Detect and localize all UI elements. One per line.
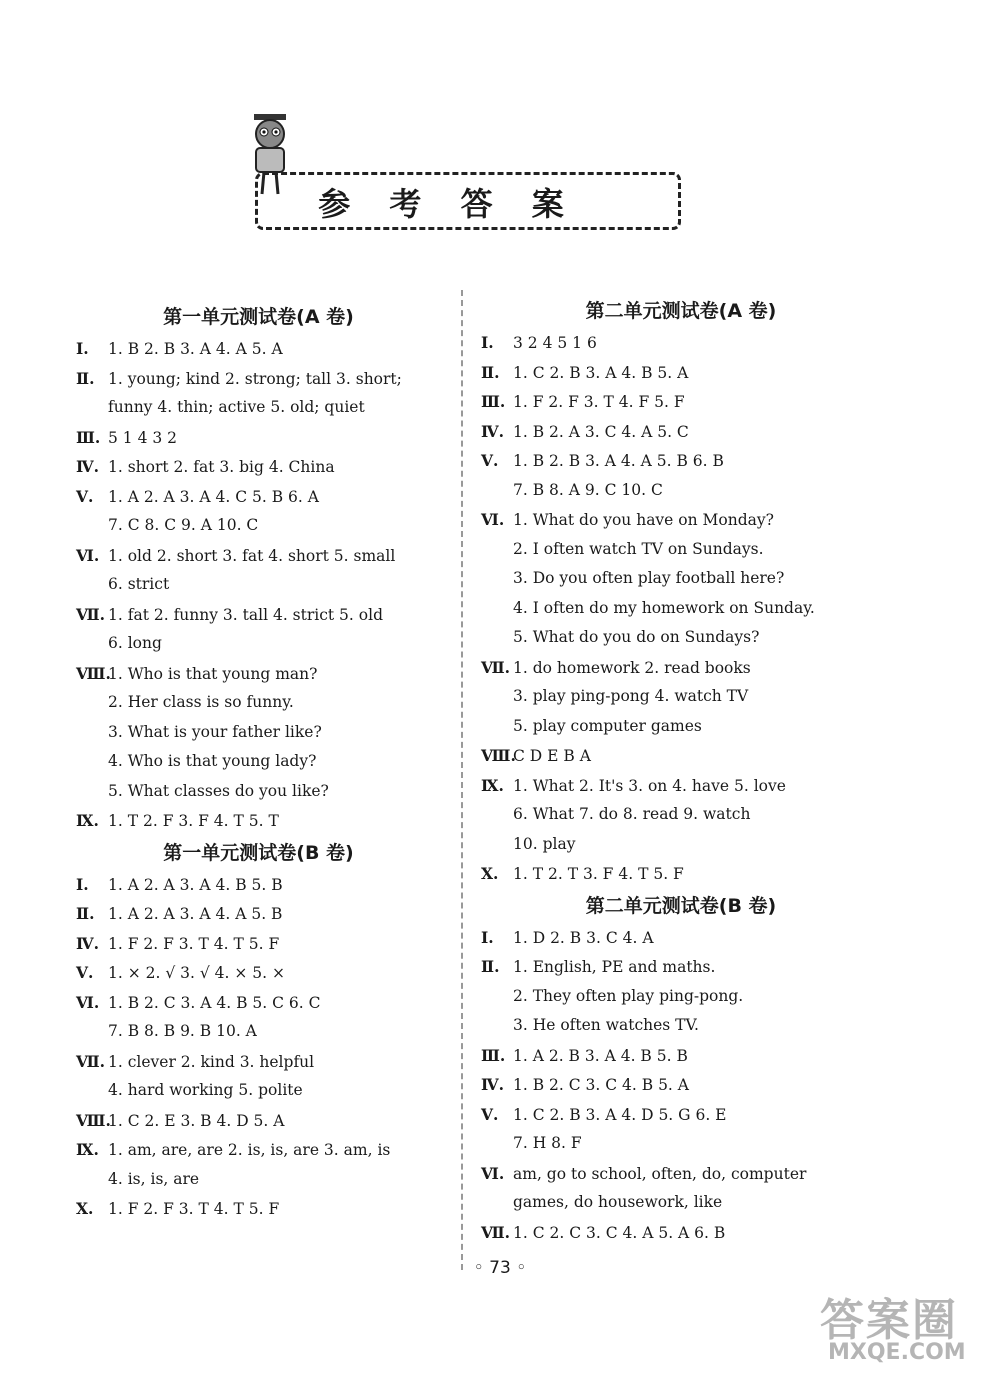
page-number-value: 73 — [489, 1258, 511, 1278]
answer-line-continuation — [481, 1188, 881, 1218]
question-number: Ⅴ. — [76, 963, 94, 982]
answer-line — [481, 771, 881, 801]
answer-line-continuation — [481, 623, 881, 653]
answer-text: 6. long — [108, 634, 162, 652]
answer-line-continuation — [481, 594, 881, 624]
watermark-logo: 答案圈 — [820, 1295, 958, 1346]
answer-text: 1. B 2. A 3. C 4. A 5. C — [513, 422, 689, 441]
page-number-left-ornament: ◦ — [473, 1258, 490, 1278]
answer-line-continuation — [76, 1076, 461, 1106]
answer-text: am, go to school, often, do, computer — [513, 1164, 807, 1183]
answer-line — [76, 899, 461, 929]
answer-text: 1. clever 2. kind 3. helpful — [108, 1052, 315, 1071]
page-title: 参 考 答 案 — [318, 185, 578, 223]
answer-text: 6. strict — [108, 575, 170, 593]
answer-line — [481, 505, 881, 535]
answer-text: 6. What 7. do 8. read 9. watch — [513, 805, 751, 823]
answer-text: 1. C 2. B 3. A 4. B 5. A — [513, 363, 689, 382]
answer-text: 1. T 2. T 3. F 4. T 5. F — [513, 865, 684, 883]
answer-text: 7. H 8. F — [513, 1134, 582, 1152]
answer-text: 1. young; kind 2. strong; tall 3. short; — [108, 369, 402, 388]
answer-line-continuation — [481, 830, 881, 860]
answer-text: 2. They often play ping-pong. — [513, 986, 744, 1005]
answer-text: funny 4. thin; active 5. old; quiet — [108, 398, 365, 416]
question-number: Ⅲ. — [481, 1045, 506, 1065]
question-number: Ⅹ. — [76, 1199, 94, 1218]
answer-text: 4. I often do my homework on Sunday. — [513, 598, 815, 617]
answer-line-continuation — [481, 800, 881, 830]
answer-line-continuation — [481, 535, 881, 565]
question-number: Ⅸ. — [76, 811, 99, 830]
answer-line — [481, 1218, 881, 1248]
answer-text: 1. old 2. short 3. fat 4. short 5. small — [108, 546, 396, 565]
answer-text: 1. short 2. fat 3. big 4. China — [108, 458, 335, 476]
question-number: Ⅳ. — [481, 1075, 504, 1094]
answer-line-continuation — [76, 747, 461, 777]
answer-text: 3. play ping-pong 4. watch TV — [513, 687, 749, 705]
answer-line — [481, 1070, 881, 1100]
answer-line — [76, 958, 461, 988]
section-title: 第二单元测试卷(B 卷) — [585, 894, 777, 917]
answer-text: 1. A 2. B 3. A 4. B 5. B — [513, 1046, 688, 1065]
page-number — [0, 1258, 1000, 1278]
answer-text: 4. is, is, are — [108, 1169, 200, 1188]
question-number: Ⅸ. — [76, 1140, 99, 1159]
question-number: Ⅵ. — [76, 992, 100, 1012]
answer-text: 1. F 2. F 3. T 4. F 5. F — [513, 393, 685, 411]
answer-line — [76, 870, 461, 900]
question-number: Ⅷ. — [76, 1110, 111, 1130]
question-number: Ⅰ. — [76, 874, 89, 894]
question-number: Ⅱ. — [76, 904, 95, 923]
answer-text: 1. × 2. √ 3. √ 4. × 5. × — [108, 964, 286, 982]
answer-text: 1. C 2. B 3. A 4. D 5. G 6. E — [513, 1105, 727, 1124]
question-number: Ⅶ. — [481, 1222, 511, 1242]
answer-line-continuation — [76, 777, 461, 807]
answer-line — [481, 1159, 881, 1189]
answer-text: 1. do homework 2. read books — [513, 658, 751, 677]
answer-text: 5. What classes do you like? — [108, 781, 329, 800]
answer-line-continuation — [76, 1017, 461, 1047]
section-title: 第一单元测试卷(A 卷) — [163, 306, 354, 328]
answer-line — [481, 358, 881, 388]
answer-line-continuation — [76, 718, 461, 748]
answer-text: 1. am, are, are 2. is, is, are 3. am, is — [108, 1141, 391, 1159]
answer-line-continuation — [76, 393, 461, 423]
answer-line — [481, 653, 881, 683]
answer-text: 4. hard working 5. polite — [108, 1081, 303, 1099]
answer-text: 1. A 2. A 3. A 4. C 5. B 6. A — [108, 487, 319, 506]
answer-text: 5 1 4 3 2 — [108, 428, 178, 447]
question-number: Ⅷ. — [481, 746, 516, 765]
answer-line — [76, 541, 461, 571]
answer-line-continuation — [76, 570, 461, 600]
answer-text: games, do housework, like — [513, 1193, 723, 1211]
question-number: Ⅳ. — [481, 421, 504, 441]
question-number: Ⅵ. — [481, 510, 505, 529]
answer-text: 1. A 2. A 3. A 4. B 5. B — [108, 875, 283, 894]
answer-text: 10. play — [513, 834, 576, 853]
answer-line-continuation — [481, 712, 881, 742]
question-number: Ⅰ. — [481, 333, 494, 352]
right-answer-column — [481, 300, 881, 1247]
answer-text: C D E B A — [513, 747, 591, 765]
answer-line — [481, 859, 881, 889]
answer-line-continuation — [481, 564, 881, 594]
answer-text: 1. B 2. C 3. C 4. B 5. A — [513, 1076, 689, 1094]
question-number: Ⅶ. — [76, 1051, 106, 1071]
answer-line-continuation — [76, 629, 461, 659]
answer-text: 1. T 2. F 3. F 4. T 5. T — [108, 812, 279, 830]
question-number: Ⅶ. — [76, 604, 106, 624]
answer-line — [76, 929, 461, 959]
answer-text: 3. Do you often play football here? — [513, 569, 785, 587]
answer-line — [76, 659, 461, 689]
answer-line-continuation — [481, 982, 881, 1012]
answer-text: 7. B 8. B 9. B 10. A — [108, 1022, 257, 1040]
answer-line-continuation — [481, 682, 881, 712]
answer-text: 1. C 2. C 3. C 4. A 5. A 6. B — [513, 1223, 726, 1242]
answer-text: 1. B 2. B 3. A 4. A 5. B 6. B — [513, 452, 724, 470]
question-number: Ⅱ. — [481, 957, 500, 976]
question-number: Ⅶ. — [481, 657, 511, 677]
answer-line-continuation — [76, 688, 461, 718]
answer-text: 3 2 4 5 1 6 — [513, 334, 597, 352]
answer-line — [481, 952, 881, 982]
question-number: Ⅰ. — [76, 339, 89, 358]
answer-text: 1. C 2. E 3. B 4. D 5. A — [108, 1111, 285, 1130]
question-number: Ⅰ. — [481, 927, 494, 947]
answer-line-continuation — [76, 1165, 461, 1195]
answer-line — [76, 334, 461, 364]
answer-text: 1. English, PE and maths. — [513, 958, 716, 976]
answer-line — [76, 806, 461, 836]
answer-text: 1. What 2. It's 3. on 4. have 5. love — [513, 776, 786, 795]
answer-text: 1. D 2. B 3. C 4. A — [513, 928, 654, 947]
answer-text: 1. B 2. B 3. A 4. A 5. A — [108, 340, 283, 358]
question-number: Ⅸ. — [481, 775, 504, 795]
question-number: Ⅴ. — [481, 451, 499, 470]
answer-text: 1. F 2. F 3. T 4. T 5. F — [108, 1200, 280, 1218]
answer-line-continuation — [481, 476, 881, 506]
answer-line — [481, 417, 881, 447]
left-answer-column — [76, 300, 461, 1224]
answer-line — [481, 923, 881, 953]
title-banner — [255, 172, 681, 230]
answer-line — [481, 741, 881, 771]
question-number: Ⅹ. — [481, 864, 499, 883]
answer-line — [76, 423, 461, 453]
answer-text: 2. Her class is so funny. — [108, 693, 294, 711]
section-title: 第一单元测试卷(B 卷) — [163, 841, 354, 864]
answer-line — [76, 600, 461, 630]
answer-line-continuation — [481, 1011, 881, 1041]
answer-text: 1. B 2. C 3. A 4. B 5. C 6. C — [108, 993, 321, 1012]
question-number: Ⅵ. — [76, 545, 100, 565]
answer-text: 1. A 2. A 3. A 4. A 5. B — [108, 905, 283, 923]
answer-line — [76, 1135, 461, 1165]
question-number: Ⅳ. — [76, 933, 99, 953]
answer-line — [76, 1194, 461, 1224]
answer-line — [481, 328, 881, 358]
answer-line — [481, 1100, 881, 1130]
watermark-url: MXQE.COM — [828, 1340, 966, 1365]
answer-text: 5. What do you do on Sundays? — [513, 628, 760, 646]
answer-text: 4. Who is that young lady? — [108, 752, 317, 770]
question-number: Ⅱ. — [481, 362, 500, 382]
answer-line — [76, 1047, 461, 1077]
answer-text: 1. What do you have on Monday? — [513, 511, 774, 529]
answer-text: 2. I often watch TV on Sundays. — [513, 539, 764, 558]
answer-text: 3. He often watches TV. — [513, 1016, 699, 1034]
answer-line — [76, 364, 461, 394]
answer-line — [76, 482, 461, 512]
answer-line — [481, 446, 881, 476]
section-title: 第二单元测试卷(A 卷) — [585, 300, 777, 322]
question-number: Ⅵ. — [481, 1163, 505, 1183]
answer-line-continuation — [481, 1129, 881, 1159]
answer-text: 1. Who is that young man? — [108, 664, 318, 683]
question-number: Ⅲ. — [76, 427, 101, 447]
question-number: Ⅴ. — [481, 1104, 499, 1124]
answer-text: 3. What is your father like? — [108, 722, 322, 741]
answer-line — [76, 988, 461, 1018]
answer-text: 7. B 8. A 9. C 10. C — [513, 480, 663, 499]
question-number: Ⅷ. — [76, 663, 111, 683]
question-number: Ⅲ. — [481, 392, 506, 411]
page-number-right-ornament: ◦ — [510, 1258, 527, 1278]
column-divider — [461, 290, 463, 1270]
answer-line — [76, 452, 461, 482]
question-number: Ⅳ. — [76, 457, 99, 476]
answer-line — [76, 1106, 461, 1136]
answer-line-continuation — [76, 511, 461, 541]
answer-text: 1. fat 2. funny 3. tall 4. strict 5. old — [108, 605, 383, 624]
answer-text: 5. play computer games — [513, 716, 702, 735]
answer-text: 1. F 2. F 3. T 4. T 5. F — [108, 934, 280, 953]
answer-line — [481, 1041, 881, 1071]
answer-text: 7. C 8. C 9. A 10. C — [108, 516, 259, 534]
question-number: Ⅴ. — [76, 486, 94, 506]
question-number: Ⅱ. — [76, 368, 95, 388]
answer-line — [481, 387, 881, 417]
